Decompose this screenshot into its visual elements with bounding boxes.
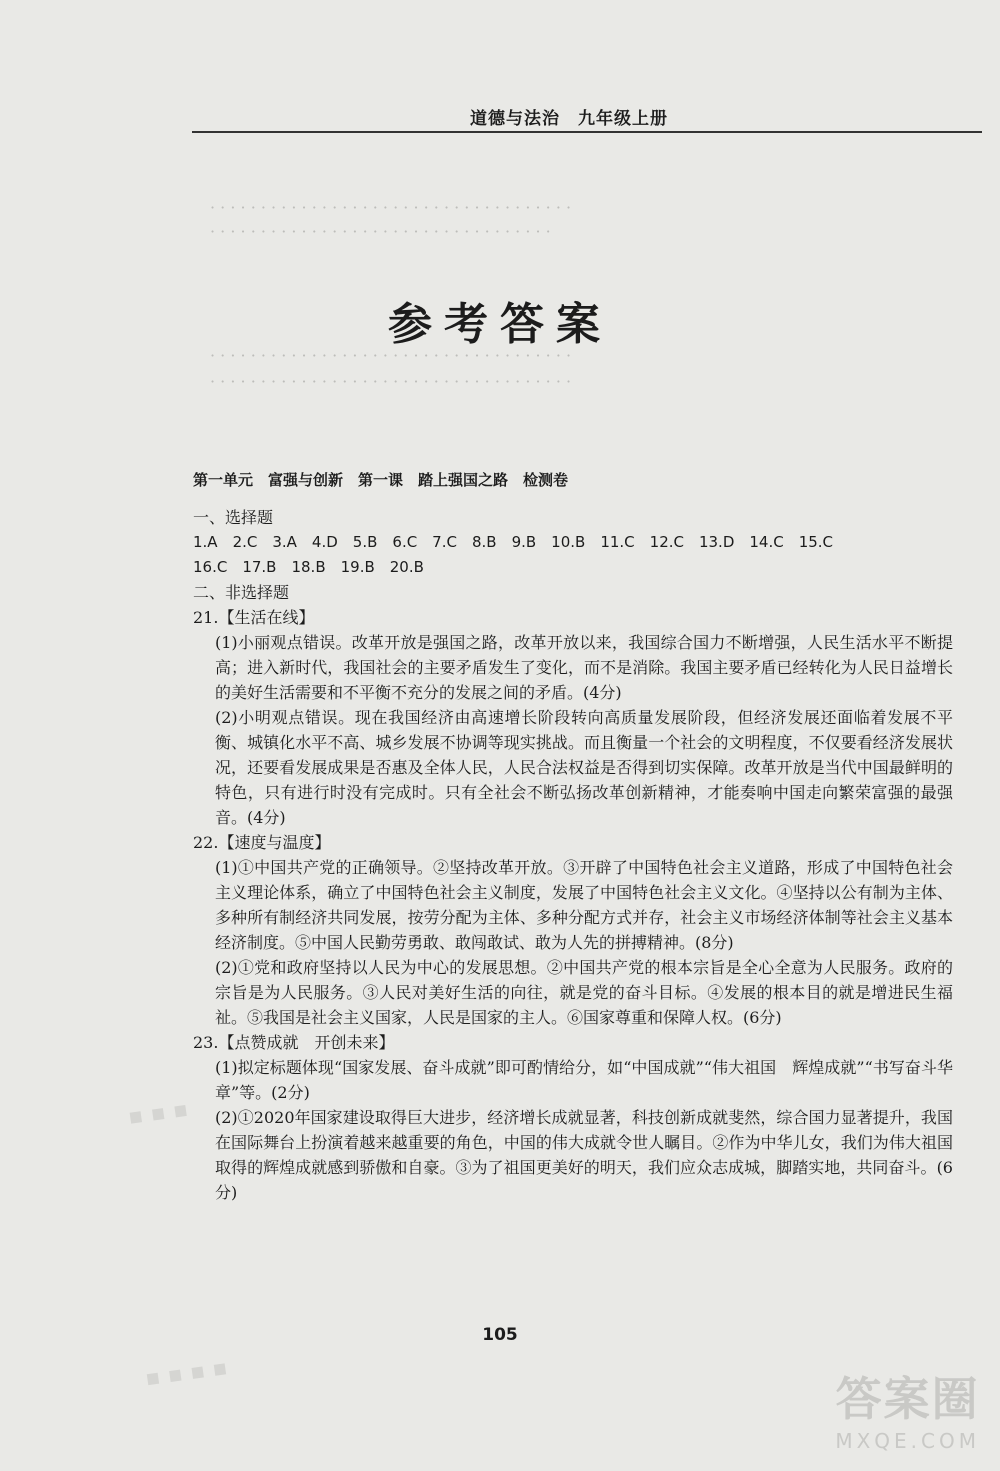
answer-content — [193, 468, 953, 1205]
answer-text: (1)①中国共产党的正确领导。②坚持改革开放。③开辟了中国特色社会主义道路，形成了中国特色社会主义理论体系，确立了中国特色社会主义制度，发展了中国特色社会主义文化。④坚持以公有制为主体、多种所有制经济共同发展，按劳分配为主体、多种分配方式并存，社会主义市场经济体制等社会主义基本经济制度。⑤中国人民勤劳勇敢、敢闯敢试、敢为人先的拼搏精神。(8分) — [215, 858, 953, 952]
answer-paragraph — [193, 855, 953, 955]
choice-answers-line: 1.A 2.C 3.A 4.D 5.B 6.C 7.C 8.B 9.B 10.B 11.C 12.C 13.D 14.C 15.C — [193, 533, 834, 551]
answer-paragraph — [193, 955, 953, 1030]
watermark-url: MXQE.COM — [835, 1429, 980, 1453]
answer-paragraph — [193, 1055, 953, 1105]
section-title: 第一单元 富强与创新 第一课 踏上强国之路 检测卷 — [193, 471, 569, 489]
page-title: 参考答案 — [388, 299, 612, 350]
answer-text: (1)小丽观点错误。改革开放是强国之路，改革开放以来，我国综合国力不断增强，人民生活水平不断提高；进入新时代，我国社会的主要矛盾发生了变化，而不是消除。我国主要矛盾已经转化为人民日益增长的美好生活需要和不平衡不充分的发展之间的矛盾。(4分) — [215, 633, 953, 702]
watermark-logo-text: 答案圈 — [835, 1372, 980, 1426]
site-watermark — [835, 1363, 980, 1453]
answer-text: (2)①2020年国家建设取得巨大进步，经济增长成就显著，科技创新成就斐然，综合国力显著提升，我国在国际舞台上扮演着越来越重要的角色，中国的伟大成就令世人瞩目。②作为中华儿女，我们为伟大祖国取得的辉煌成就感到骄傲和自豪。③为了祖国更美好的明天，我们应众志成城，脚踏实地，共同奋斗。(6分) — [215, 1108, 953, 1202]
choice-answers-line: 16.C 17.B 18.B 19.B 20.B — [193, 558, 424, 576]
part-heading: 二、非选择题 — [193, 583, 290, 602]
answer-text: (2)①党和政府坚持以人民为中心的发展思想。②中国共产党的根本宗旨是全心全意为人民服务。政府的宗旨是为人民服务。③人民对美好生活的向往，就是党的奋斗目标。④发展的根本目的就是增进民生福祉。⑤我国是社会主义国家，人民是国家的主人。⑥国家尊重和保障人权。(6分) — [215, 958, 953, 1027]
faint-stamp-mark: ▪ ▪ ▪ — [126, 1095, 190, 1131]
show-through-text: · · · · · · · · · · · · · · · · · · · · · · · · · · · · · · · · · · — [210, 222, 551, 241]
show-through-text: · · · · · · · · · · · · · · · · · · · · · · · · · · · · · · · · · · · · — [210, 346, 572, 365]
faint-stamp-mark: ▪ ▪ ▪ ▪ — [143, 1354, 230, 1392]
answer-paragraph — [193, 1105, 953, 1205]
question-heading: 22.【速度与温度】 — [193, 833, 331, 852]
running-header: 道德与法治 九年级上册 — [470, 109, 668, 129]
answer-text: (2)小明观点错误。现在我国经济由高速增长阶段转向高质量发展阶段，但经济发展还面临着发展不平衡、城镇化水平不高、城乡发展不协调等现实挑战。而且衡量一个社会的文明程度，不仅要看经济发展状况，还要看发展成果是否惠及全体人民，人民合法权益是否得到切实保障。改革开放是当代中国最鲜明的特色，只有进行时没有完成时。只有全社会不断弘扬改革创新精神，才能奏响中国走向繁荣富强的最强音。(4分) — [215, 708, 953, 827]
answer-paragraph — [193, 705, 953, 830]
header-rule — [192, 131, 982, 133]
part-heading: 一、选择题 — [193, 508, 274, 527]
show-through-text: · · · · · · · · · · · · · · · · · · · · · · · · · · · · · · · · · · · · — [210, 198, 572, 217]
answer-paragraph — [193, 630, 953, 705]
show-through-text: · · · · · · · · · · · · · · · · · · · · · · · · · · · · · · · · · · · · — [210, 372, 572, 391]
question-heading: 21.【生活在线】 — [193, 608, 315, 627]
question-heading: 23.【点赞成就 开创未来】 — [193, 1033, 395, 1052]
answer-text: (1)拟定标题体现“国家发展、奋斗成就”即可酌情给分，如“中国成就”“伟大祖国 辉煌成就”“书写奋斗华章”等。(2分) — [215, 1058, 953, 1102]
page-number: 105 — [482, 1325, 518, 1345]
